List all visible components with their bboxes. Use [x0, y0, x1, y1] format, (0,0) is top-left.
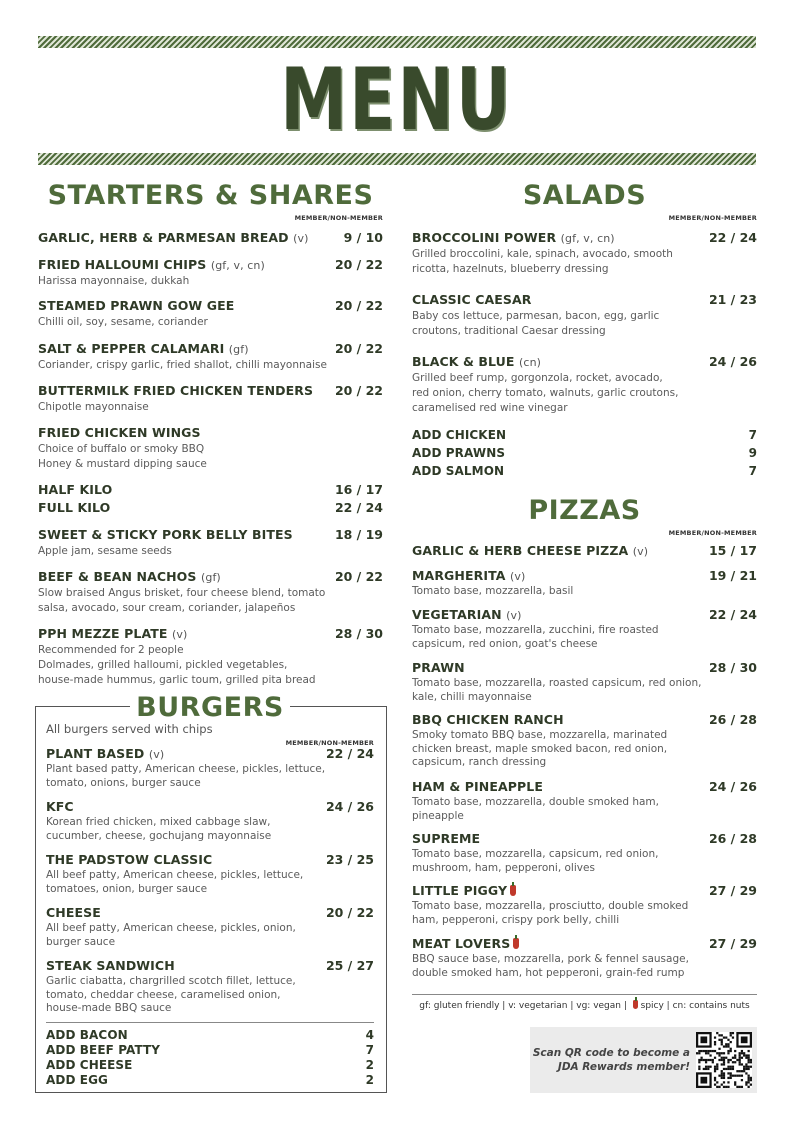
item-price: 21 / 23 [708, 292, 757, 307]
item-description: Tomato base, mozzarella, zucchini, fire roasted capsicum, red onion, goat's cheese [412, 624, 659, 650]
item-name [46, 1028, 128, 1042]
item-name [46, 905, 101, 920]
item-description: Tomato base, mozzarella, roasted capsicum, red onion, kale, chilli mayonnaise [412, 677, 702, 703]
menu-item [46, 958, 374, 1016]
qr-text: Scan QR code to become a JDA Rewards member! [532, 1047, 690, 1073]
item-description: Tomato base, mozzarella, prosciutto, double smoked ham, pepperoni, crispy pork belly, chilli [412, 900, 689, 926]
item-price: 4 [365, 1028, 374, 1042]
item-name-text: FULL KILO [38, 500, 111, 515]
addon-item [412, 428, 757, 442]
menu-item [38, 569, 383, 616]
item-name-text: GARLIC, HERB & PARMESAN BREAD [38, 230, 289, 245]
item-dietary-tag: (cn) [519, 356, 542, 369]
burgers-subtitle: All burgers served with chips [46, 722, 213, 736]
item-name [412, 230, 615, 245]
item-description: Chilli oil, soy, sesame, coriander [38, 316, 208, 328]
header-bottom-stripe [38, 153, 756, 165]
dietary-legend [412, 1000, 757, 1011]
item-price: 26 / 28 [708, 712, 757, 727]
salads-section [412, 180, 757, 480]
menu-item [412, 831, 757, 875]
menu-item [38, 383, 383, 415]
item-name [412, 292, 532, 307]
pizzas-section [412, 495, 757, 995]
item-name [46, 799, 74, 814]
item-name [38, 527, 293, 542]
item-price: 24 / 26 [708, 779, 757, 794]
item-name-text: GARLIC & HERB CHEESE PIZZA [412, 543, 629, 558]
item-name-text: MARGHERITA [412, 568, 506, 583]
item-name-text: BLACK & BLUE [412, 354, 515, 369]
legend-divider [412, 994, 757, 995]
item-price: 24 / 26 [708, 354, 757, 369]
item-name-text: CLASSIC CAESAR [412, 292, 532, 307]
qr-promo [530, 1027, 757, 1093]
item-description: Harissa mayonnaise, dukkah [38, 275, 190, 287]
menu-item [38, 257, 383, 289]
item-description: Coriander, crispy garlic, fried shallot, chilli mayonnaise [38, 359, 327, 371]
burgers-title: BURGERS [130, 692, 290, 724]
item-name [412, 779, 543, 794]
item-name-text: THE PADSTOW CLASSIC [46, 852, 213, 867]
item-description: Chipotle mayonnaise [38, 401, 149, 413]
menu-item [38, 230, 383, 245]
item-name-text: STEAK SANDWICH [46, 958, 175, 973]
item-description: Grilled beef rump, gorgonzola, rocket, avocado, red onion, cherry tomato, walnuts, garlic croutons, caramelised red wine vinegar [412, 372, 679, 414]
menu-item [412, 230, 757, 277]
item-name [412, 543, 648, 558]
item-name [412, 936, 519, 951]
item-name-text: BROCCOLINI POWER [412, 230, 557, 245]
item-name [412, 354, 541, 369]
item-name [412, 660, 465, 675]
item-price: 22 / 24 [708, 607, 757, 622]
item-dietary-tag: (gf, v, cn) [210, 259, 265, 272]
item-name [38, 298, 234, 313]
item-name [46, 852, 212, 867]
item-name-text: PPH MEZZE PLATE [38, 626, 168, 641]
item-price: 26 / 28 [708, 831, 757, 846]
item-price: 19 / 21 [708, 568, 757, 583]
item-name [412, 428, 506, 442]
menu-item [38, 500, 383, 515]
item-description: Apple jam, sesame seeds [38, 545, 172, 557]
item-name-text: HALF KILO [38, 482, 113, 497]
item-name [412, 446, 505, 460]
salads-title: SALADS [522, 180, 647, 211]
item-dietary-tag: (gf) [228, 343, 249, 356]
item-price: 7 [748, 428, 757, 442]
item-price: 27 / 29 [708, 883, 757, 898]
item-price: 2 [365, 1073, 374, 1087]
item-name [38, 257, 265, 272]
menu-item [412, 660, 757, 704]
item-price: 22 / 24 [708, 230, 757, 245]
item-name-text: SWEET & STICKY PORK BELLY BITES [38, 527, 293, 542]
item-description: Choice of buffalo or smoky BBQ Honey & mustard dipping sauce [38, 443, 207, 470]
addon-item [412, 446, 757, 460]
item-description: Korean fried chicken, mixed cabbage slaw, cucumber, cheese, gochujang mayonnaise [46, 816, 272, 842]
menu-item [412, 543, 757, 558]
item-name-text: SUPREME [412, 831, 481, 846]
menu-item [46, 746, 374, 790]
item-description: Plant based patty, American cheese, pickles, lettuce, tomato, onions, burger sauce [46, 763, 326, 789]
pizzas-title: PIZZAS [528, 495, 641, 526]
item-name [38, 425, 201, 440]
item-name [46, 958, 175, 973]
menu-item [412, 936, 757, 980]
item-name [38, 230, 309, 245]
legend-text-after: spicy | cn: contains nuts [640, 1001, 750, 1011]
menu-item [38, 527, 383, 559]
item-price: 7 [748, 464, 757, 478]
item-name [412, 712, 564, 727]
item-name-text: BUTTERMILK FRIED CHICKEN TENDERS [38, 383, 314, 398]
item-price: 9 [748, 446, 757, 460]
item-name-text: BEEF & BEAN NACHOS [38, 569, 197, 584]
item-name-text: ADD CHICKEN [412, 428, 507, 442]
item-name-text: HAM & PINEAPPLE [412, 779, 543, 794]
item-name [412, 607, 522, 622]
item-name-text: ADD BACON [46, 1028, 128, 1042]
item-name-text: SALT & PEPPER CALAMARI [38, 341, 225, 356]
item-name [412, 831, 480, 846]
item-price: 22 / 24 [334, 500, 383, 515]
chili-icon [510, 885, 516, 896]
item-name-text: FRIED HALLOUMI CHIPS [38, 257, 207, 272]
addon-item [46, 1028, 374, 1042]
burgers-price-header: MEMBER/NON-MEMBER [285, 739, 374, 747]
starters-price-header: MEMBER/NON-MEMBER [294, 214, 383, 222]
menu-item [412, 354, 757, 416]
menu-item [412, 883, 757, 927]
item-price: 20 / 22 [334, 257, 383, 272]
item-name-text: BBQ CHICKEN RANCH [412, 712, 564, 727]
menu-item [46, 852, 374, 896]
addon-item [412, 464, 757, 478]
item-name-text: CHEESE [46, 905, 101, 920]
item-price: 20 / 22 [325, 905, 374, 920]
burgers-divider [46, 1022, 374, 1023]
item-price: 27 / 29 [708, 936, 757, 951]
item-dietary-tag: (gf) [200, 571, 221, 584]
menu-item [38, 482, 383, 497]
item-description: Garlic ciabatta, chargrilled scotch fillet, lettuce, tomato, cheddar cheese, caramelised onion, house-made BBQ sauce [46, 975, 296, 1014]
item-name [38, 626, 187, 641]
item-price: 20 / 22 [334, 569, 383, 584]
item-description: Tomato base, mozzarella, double smoked ham, pineapple [412, 796, 659, 822]
pizzas-price-header: MEMBER/NON-MEMBER [668, 529, 757, 537]
item-name-text: ADD BEEF PATTY [46, 1043, 161, 1057]
starters-section [38, 180, 383, 690]
item-name [412, 464, 504, 478]
item-name-text: LITTLE PIGGY [412, 883, 508, 898]
item-dietary-tag: (v) [148, 748, 165, 761]
item-description: Tomato base, mozzarella, basil [412, 585, 574, 597]
item-name-text: PLANT BASED [46, 746, 145, 761]
item-dietary-tag: (v) [293, 232, 309, 245]
item-description: Grilled broccolini, kale, spinach, avocado, smooth ricotta, hazelnuts, blueberry dressing [412, 248, 673, 275]
item-name-text: PRAWN [412, 660, 465, 675]
menu-title: MENU [280, 50, 513, 150]
item-description: Slow braised Angus brisket, four cheese blend, tomato salsa, avocado, sour cream, coriander, jalapeños [38, 587, 326, 614]
item-description: Recommended for 2 people Dolmades, grilled halloumi, pickled vegetables, house-made hummus, garlic toum, grilled pita bread [38, 644, 316, 686]
item-name-text: KFC [46, 799, 74, 814]
item-dietary-tag: (v) [632, 545, 649, 558]
menu-item [412, 712, 757, 770]
qr-code-icon[interactable] [696, 1032, 752, 1088]
item-name-text: MEAT LOVERS [412, 936, 511, 951]
item-price: 28 / 30 [334, 626, 383, 641]
item-name [38, 341, 249, 356]
item-name [46, 1073, 108, 1087]
item-price: 9 / 10 [343, 230, 383, 245]
item-price: 20 / 22 [334, 298, 383, 313]
item-price: 16 / 17 [334, 482, 383, 497]
item-name [412, 883, 516, 898]
item-dietary-tag: (gf, v, cn) [560, 232, 615, 245]
item-description: Smoky tomato BBQ base, mozzarella, marinated chicken breast, maple smoked bacon, red onion, capsicum, ranch dressing [412, 729, 668, 768]
menu-item [412, 568, 757, 599]
item-name [38, 383, 313, 398]
item-description: All beef patty, American cheese, pickles, onion, burger sauce [46, 922, 296, 948]
header-top-stripe [38, 36, 756, 48]
item-name-text: STEAMED PRAWN GOW GEE [38, 298, 235, 313]
item-name [38, 500, 110, 515]
item-price: 28 / 30 [708, 660, 757, 675]
menu-item [412, 292, 757, 339]
burgers-section [46, 722, 374, 1092]
item-description: BBQ sauce base, mozzarella, pork & fennel sausage, double smoked ham, hot pepperoni, grain-fed rump [412, 953, 689, 979]
item-price: 18 / 19 [334, 527, 383, 542]
item-name [38, 569, 221, 584]
item-price: 25 / 27 [325, 958, 374, 973]
addon-item [46, 1043, 374, 1057]
item-dietary-tag: (v) [509, 570, 526, 583]
menu-item [412, 607, 757, 651]
item-description: Baby cos lettuce, parmesan, bacon, egg, garlic croutons, traditional Caesar dressing [412, 310, 660, 337]
menu-item [46, 799, 374, 843]
item-price: 7 [365, 1043, 374, 1057]
item-description: Tomato base, mozzarella, capsicum, red onion, mushroom, ham, pepperoni, olives [412, 848, 659, 874]
menu-item [46, 905, 374, 949]
item-price: 20 / 22 [334, 383, 383, 398]
item-price: 23 / 25 [325, 852, 374, 867]
addon-item [46, 1073, 374, 1087]
salads-price-header: MEMBER/NON-MEMBER [668, 214, 757, 222]
addon-item [46, 1058, 374, 1072]
menu-item [38, 298, 383, 330]
item-price: 15 / 17 [708, 543, 757, 558]
item-name [38, 482, 112, 497]
item-dietary-tag: (v) [171, 628, 188, 641]
menu-item [38, 341, 383, 373]
item-name-text: FRIED CHICKEN WINGS [38, 425, 201, 440]
legend-text-before: gf: gluten friendly | v: vegetarian | vg: vegan | [419, 1001, 627, 1011]
starters-title: STARTERS & SHARES [47, 180, 374, 211]
item-name [46, 1058, 132, 1072]
item-name-text: VEGETARIAN [412, 607, 502, 622]
menu-item [38, 626, 383, 688]
item-dietary-tag: (v) [506, 609, 522, 622]
item-name [46, 1043, 160, 1057]
item-price: 22 / 24 [325, 746, 374, 761]
menu-item [412, 779, 757, 823]
item-price: 2 [365, 1058, 374, 1072]
item-name-text: ADD CHEESE [46, 1058, 133, 1072]
item-name-text: ADD EGG [46, 1073, 108, 1087]
item-price: 24 / 26 [325, 799, 374, 814]
chili-icon [633, 1000, 638, 1009]
item-description: All beef patty, American cheese, pickles, lettuce, tomatoes, onion, burger sauce [46, 869, 304, 895]
chili-icon [513, 938, 519, 949]
item-name-text: ADD SALMON [412, 464, 505, 478]
item-name [46, 746, 164, 761]
item-price: 20 / 22 [334, 341, 383, 356]
item-name-text: ADD PRAWNS [412, 446, 506, 460]
menu-item [38, 425, 383, 472]
item-name [412, 568, 525, 583]
